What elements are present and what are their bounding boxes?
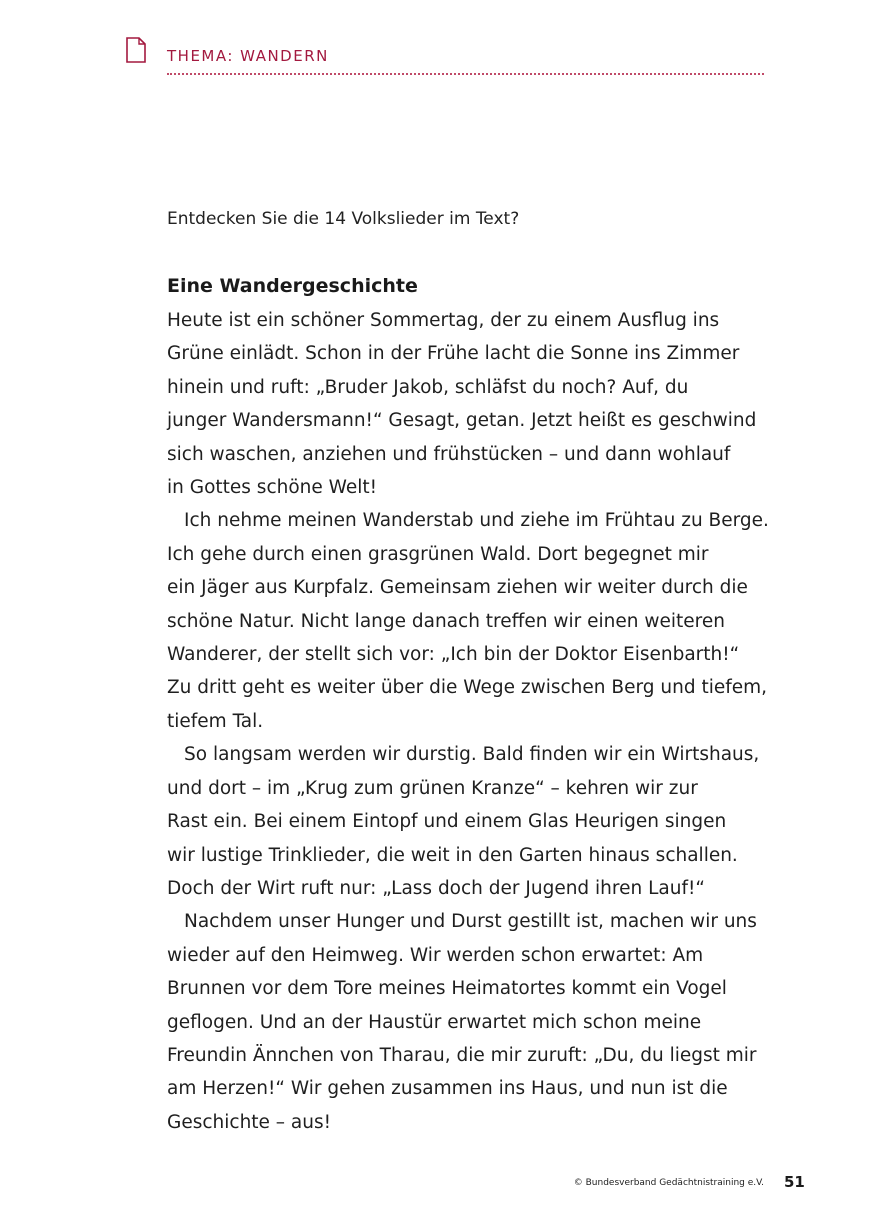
story-line: Nachdem unser Hunger und Durst gestillt ist, machen wir uns: [184, 911, 757, 933]
intro-question: Entdecken Sie die 14 Volkslieder im Text?: [167, 209, 520, 229]
story-line: in Gottes schöne Welt!: [167, 477, 378, 499]
story-line: Zu dritt geht es weiter über die Wege zwischen Berg und tiefem,: [167, 677, 768, 699]
story-line: Doch der Wirt ruft nur: „Lass doch der Jugend ihren Lauf!“: [167, 877, 705, 899]
story-line: am Herzen!“ Wir gehen zusammen ins Haus, und nun ist die: [167, 1078, 728, 1100]
story-line: Ich nehme meinen Wanderstab und ziehe im Frühtau zu Berge.: [184, 510, 769, 532]
story-line: Ich gehe durch einen grasgrünen Wald. Dort begegnet mir: [167, 543, 709, 565]
story-line: sich waschen, anziehen und frühstücken – und dann wohlauf: [167, 443, 731, 465]
story-line: Rast ein. Bei einem Eintopf und einem Glas Heurigen singen: [167, 811, 727, 833]
story-line: wir lustige Trinklieder, die weit in den Garten hinaus schallen.: [167, 844, 738, 866]
story-line: junger Wandersmann!“ Gesagt, getan. Jetzt heißt es geschwind: [167, 410, 757, 432]
story-body: [167, 304, 767, 1139]
story-line: und dort – im „Krug zum grünen Kranze“ – kehren wir zur: [167, 777, 698, 799]
story-title: Eine Wandergeschichte: [167, 275, 418, 297]
story-line: ein Jäger aus Kurpfalz. Gemeinsam ziehen wir weiter durch die: [167, 577, 748, 599]
document-icon: [126, 37, 146, 63]
story-line: Wanderer, der stellt sich vor: „Ich bin der Doktor Eisenbarth!“: [167, 644, 740, 666]
header-divider: [167, 73, 764, 75]
copyright-credit: © Bundesverband Gedächtnistraining e.V.: [573, 1178, 764, 1188]
story-line: Brunnen vor dem Tore meines Heimatortes kommt ein Vogel: [167, 978, 727, 1000]
story-line: schöne Natur. Nicht lange danach treffen wir einen weiteren: [167, 610, 725, 632]
story-line: Freundin Ännchen von Tharau, die mir zuruft: „Du, du liegst mir: [167, 1044, 757, 1066]
section-title: THEMA: WANDERN: [167, 47, 329, 65]
story-line: geflogen. Und an der Haustür erwartet mich schon meine: [167, 1011, 702, 1033]
story-line: Heute ist ein schöner Sommertag, der zu einem Ausflug ins: [167, 310, 720, 331]
story-line: Geschichte – aus!: [167, 1111, 332, 1133]
story-line: Grüne einlädt. Schon in der Frühe lacht die Sonne ins Zimmer: [167, 343, 740, 365]
story-line: wieder auf den Heimweg. Wir werden schon erwartet: Am: [167, 944, 704, 966]
page-number: 51: [784, 1173, 805, 1191]
story-line: hinein und ruft: „Bruder Jakob, schläfst du noch? Auf, du: [167, 376, 689, 398]
story-line: tiefem Tal.: [167, 710, 264, 732]
story-line: So langsam werden wir durstig. Bald finden wir ein Wirtshaus,: [184, 744, 760, 766]
